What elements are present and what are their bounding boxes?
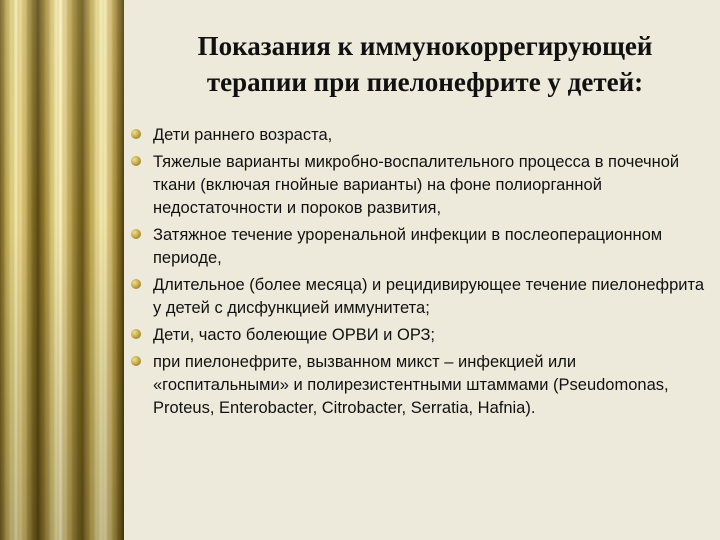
slide-title-line-2: терапии при пиелонефрите у детей: xyxy=(206,67,644,97)
list-item-text: Дети раннего возраста, xyxy=(153,126,333,144)
bullet-icon xyxy=(131,279,141,289)
list-item xyxy=(130,124,715,147)
list-item-text: при пиелонефрите, вызванном микст – инфекцией или «госпитальными» и полирезистентными штаммами (Pseudomonas, Proteus, Enterobacter, Citrobacter, Serratia, Hafnia). xyxy=(153,353,669,417)
bullet-list xyxy=(130,124,715,424)
list-item xyxy=(130,151,715,220)
gold-drapery-decoration xyxy=(0,0,124,540)
list-item xyxy=(130,274,715,320)
list-item-text: Затяжное течение уроренальной инфекции в послеоперационном периоде, xyxy=(153,226,663,267)
list-item-text: Длительное (более месяца) и рецидивирующее течение пиелонефрита у детей с дисфункцией иммунитета; xyxy=(153,276,705,317)
list-item xyxy=(130,324,715,347)
slide-title xyxy=(130,28,720,100)
list-item-text: Дети, часто болеющие ОРВИ и ОРЗ; xyxy=(153,326,436,344)
list-item xyxy=(130,224,715,270)
list-item-text: Тяжелые варианты микробно-воспалительного процесса в почечной ткани (включая гнойные варианты) на фоне полиорганной недостаточности и пороков развития, xyxy=(153,153,680,217)
bullet-icon xyxy=(131,356,141,366)
list-item xyxy=(130,351,715,420)
bullet-icon xyxy=(131,229,141,239)
slide-title-line-1: Показания к иммунокоррегирующей xyxy=(197,31,653,61)
bullet-icon xyxy=(131,329,141,339)
bullet-icon xyxy=(131,156,141,166)
bullet-icon xyxy=(131,129,141,139)
